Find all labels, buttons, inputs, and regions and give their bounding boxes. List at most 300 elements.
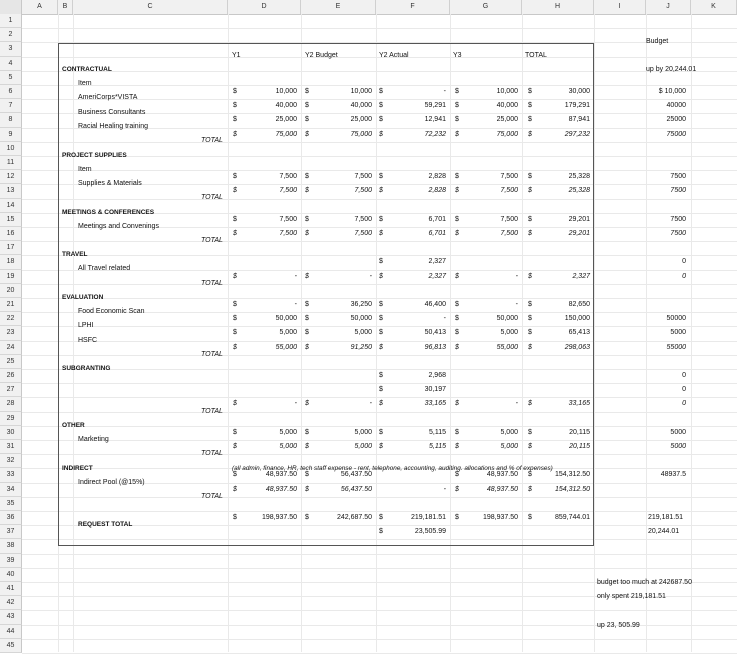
row-label-americorps: AmeriCorps*VISTA [78,94,138,101]
row-header[interactable]: 1 [0,14,22,28]
cell-e-row21: 36,250 [350,301,372,308]
currency-symbol: $ [455,130,459,138]
currency-symbol: $ [455,301,459,308]
currency-symbol: $ [305,471,309,479]
row-header[interactable]: 23 [0,326,22,340]
cell-d-row36: 198,937.50 [261,514,297,521]
gridline [73,14,74,652]
row-header[interactable]: 20 [0,284,22,298]
cell-e-row9: 75,000 [350,130,372,138]
currency-symbol: $ [379,173,383,181]
row-header[interactable]: 30 [0,426,22,440]
currency-symbol: $ [455,173,459,181]
currency-symbol: $ [379,116,383,124]
cell-f-row15: 6,701 [428,215,446,223]
item-label: Item [78,166,92,173]
row-header[interactable]: 42 [0,596,22,610]
cell-h-row6: 30,000 [568,88,590,95]
empty-dash: - [515,272,518,280]
row-header[interactable]: 9 [0,128,22,142]
row-header[interactable]: 41 [0,582,22,596]
row-header[interactable]: 44 [0,625,22,639]
row-header[interactable]: 39 [0,554,22,568]
gridline [22,639,737,640]
col-header-e[interactable]: E [301,0,376,14]
row-header[interactable]: 21 [0,298,22,312]
currency-symbol: $ [233,343,237,351]
currency-symbol: $ [528,215,532,223]
empty-dash: - [443,315,446,323]
row-header[interactable]: 2 [0,28,22,42]
indirect-note: (all admin, finance, HR, tech staff expense - rent, telephone, accounting, auditing. allocations and % of expenses) [232,465,553,472]
gridline [22,454,737,455]
currency-symbol: $ [233,215,237,223]
row-header[interactable]: 34 [0,483,22,497]
currency-symbol: $ [528,102,532,110]
currency-symbol: $ [528,230,532,237]
cell-h-row31: 20,115 [569,443,590,450]
cell-h-row28: 33,165 [568,400,590,408]
cell-h-row24: 298,063 [564,343,590,351]
cell-e-row36: 242,687.50 [336,514,372,521]
cell-h-row16: 29,201 [568,230,590,237]
cell-h-row33: 154,312.50 [554,471,590,479]
gridline [22,142,737,143]
gridline [22,241,737,242]
row-label-business-consultants: Business Consultants [78,109,146,116]
note-budget-too-much: budget too much at 242687.50 [597,579,692,586]
cell-f-row23: 50,413 [424,329,446,337]
total-label: TOTAL [201,194,223,201]
cell-d-row23: 5,000 [279,329,297,337]
gridline [22,255,737,256]
row-header[interactable]: 32 [0,454,22,468]
row-header[interactable]: 11 [0,156,22,170]
header-y2-actual: Y2 Actual [379,52,409,59]
cell-d-row15: 7,500 [279,215,297,223]
currency-symbol: $ [455,230,459,237]
table-border-right [593,43,594,546]
gridline [691,14,692,652]
currency-symbol: $ [455,215,459,223]
currency-symbol: $ [379,230,383,237]
currency-symbol: $ [305,215,309,223]
currency-symbol: $ [379,272,383,280]
currency-symbol: $ [528,88,532,95]
cell-e-row12: 7,500 [354,173,372,181]
cell-f-row18: 2,327 [428,258,446,266]
currency-symbol: $ [455,400,459,408]
gridline [22,284,737,285]
currency-symbol: $ [455,315,459,323]
budget-cell-row26: 0 [682,372,686,379]
budget-cell-row9: 75000 [666,130,686,138]
cell-e-row6: 10,000 [350,88,372,95]
cell-h-row12: 25,328 [568,173,590,181]
cell-h-row7: 179,291 [564,102,590,110]
col-header-j[interactable]: J [646,0,691,14]
cell-h-row23: 65,413 [568,329,590,337]
col-header-d[interactable]: D [228,0,301,14]
cell-e-row31: 5,000 [354,443,372,450]
col-header-k[interactable]: K [691,0,737,14]
total-label: TOTAL [201,493,223,500]
empty-dash: - [443,485,446,493]
row-label-indirect-pool: Indirect Pool (@15%) [78,479,145,486]
currency-symbol: $ [305,130,309,138]
gridline [522,14,523,652]
row-header[interactable]: 43 [0,610,22,624]
gridline [301,14,302,652]
row-header[interactable]: 17 [0,241,22,255]
currency-symbol: $ [379,443,383,450]
cell-d-row34: 48,937.50 [265,485,297,493]
gridline [22,568,737,569]
currency-symbol: $ [233,272,237,280]
row-header[interactable]: 13 [0,184,22,198]
row-label-hsfc: HSFC [78,337,98,344]
gridline [450,14,451,652]
currency-symbol: $ [305,443,309,450]
currency-symbol: $ [233,329,237,337]
total-label: TOTAL [201,450,223,457]
currency-symbol: $ [305,514,309,521]
row-label-marketing: Marketing [78,436,109,443]
row-header[interactable]: 4 [0,57,22,71]
cell-d-row24: 55,000 [275,343,297,351]
currency-symbol: $ [379,386,383,394]
cell-f-row36: 219,181.51 [410,514,446,521]
empty-dash: - [294,400,297,408]
currency-symbol: $ [528,187,532,195]
cell-d-row13: 7,500 [279,187,297,195]
cell-e-row30: 5,000 [354,428,372,436]
currency-symbol: $ [379,514,383,521]
cell-d-row6: 10,000 [275,88,297,95]
row-header[interactable]: 45 [0,639,22,653]
currency-symbol: $ [455,514,459,521]
budget-cell-row28: 0 [682,400,686,408]
currency-symbol: $ [379,215,383,223]
header-budget: Budget [646,38,669,45]
currency-symbol: $ [305,230,309,237]
currency-symbol: $ [305,88,309,95]
currency-symbol: $ [379,301,383,308]
gridline [22,610,737,611]
currency-symbol: $ [379,528,383,536]
gridline [22,326,737,327]
gridline [594,14,595,652]
currency-symbol: $ [233,428,237,436]
row-header[interactable]: 22 [0,312,22,326]
row-header[interactable]: 25 [0,355,22,369]
currency-symbol: $ [305,485,309,493]
currency-symbol: $ [455,102,459,110]
item-label: Item [78,80,92,87]
cell-h-row34: 154,312.50 [554,485,590,493]
currency-symbol: $ [528,315,532,323]
gridline [646,14,647,652]
section-request-total: REQUEST TOTAL [78,521,133,528]
currency-symbol: $ [528,343,532,351]
section-evaluation: EVALUATION [62,294,104,301]
cell-d-row8: 25,000 [275,116,297,124]
cell-f-row21: 46,400 [424,301,446,308]
cell-g-row30: 5,000 [500,428,518,436]
empty-dash: - [294,272,297,280]
currency-symbol: $ [305,116,309,124]
row-header[interactable]: 36 [0,511,22,525]
section-project-supplies: PROJECT SUPPLIES [62,152,127,159]
row-label-lphi: LPHI [78,322,94,329]
row-header[interactable]: 37 [0,525,22,539]
row-header[interactable]: 24 [0,341,22,355]
cell-h-row8: 87,941 [568,116,590,124]
row-header[interactable]: 5 [0,71,22,85]
currency-symbol: $ [455,443,459,450]
row-header[interactable]: 27 [0,383,22,397]
currency-symbol: $ [379,102,383,110]
row-header[interactable]: 35 [0,497,22,511]
cell-e-row8: 25,000 [350,116,372,124]
cell-f-row37: 23,505.99 [414,528,446,536]
gridline [22,539,737,540]
cell-h-row9: 297,232 [564,130,590,138]
note-only-spent: only spent 219,181.51 [597,593,666,600]
currency-symbol: $ [528,272,532,280]
currency-symbol: $ [455,272,459,280]
currency-symbol: $ [455,88,459,95]
cell-e-row13: 7,500 [354,187,372,195]
cell-g-row34: 48,937.50 [486,485,518,493]
budget-cell-row22: 50000 [666,315,686,323]
budget-cell-row31: 5000 [670,443,686,450]
gridline [22,355,737,356]
currency-symbol: $ [528,485,532,493]
currency-symbol: $ [528,301,532,308]
cell-d-row33: 48,937.50 [265,471,297,479]
cell-f-row7: 59,291 [424,102,446,110]
cell-h-row36: 859,744.01 [554,514,590,521]
currency-symbol: $ [305,187,309,195]
cell-d-row30: 5,000 [279,428,297,436]
currency-symbol: $ [305,315,309,323]
currency-symbol: $ [379,372,383,379]
cell-g-row6: 10,000 [496,88,518,95]
cell-g-row16: 7,500 [500,230,518,237]
cell-g-row33: 48,937.50 [486,471,518,479]
gridline [22,397,737,398]
currency-symbol: $ [233,187,237,195]
gridline [22,511,737,512]
cell-g-row36: 198,937.50 [482,514,518,521]
cell-g-row23: 5,000 [500,329,518,337]
gridline [22,85,737,86]
currency-symbol: $ [233,485,237,493]
budget-cell-row27: 0 [682,386,686,394]
row-header[interactable]: 10 [0,142,22,156]
row-label-food-economic-scan: Food Economic Scan [78,308,145,315]
cell-g-row24: 55,000 [496,343,518,351]
row-header[interactable]: 33 [0,468,22,482]
col-header-a[interactable]: A [22,0,58,14]
cell-f-row26: 2,968 [428,372,446,379]
cell-f-row30: 5,115 [429,428,446,436]
header-y3: Y3 [453,52,462,59]
cell-d-row16: 7,500 [279,230,297,237]
cell-h-row30: 20,115 [569,428,590,436]
currency-symbol: $ [528,514,532,521]
gridline [376,14,377,652]
section-subgranting: SUBGRANTING [62,365,111,372]
empty-dash: - [294,301,297,308]
row-header[interactable]: 3 [0,42,22,56]
currency-symbol: $ [379,88,383,95]
header-y2-budget: Y2 Budget [305,52,338,59]
budget-cell-row6: $ 10,000 [658,88,686,95]
section-other: OTHER [62,422,85,429]
cell-g-row12: 7,500 [500,173,518,181]
cell-e-row7: 40,000 [350,102,372,110]
budget-cell-row15: 7500 [670,215,686,223]
currency-symbol: $ [379,315,383,323]
currency-symbol: $ [233,400,237,408]
currency-symbol: $ [379,400,383,408]
col-header-f[interactable]: F [376,0,450,14]
row-header[interactable]: 18 [0,255,22,269]
currency-symbol: $ [528,443,532,450]
gridline [22,369,737,370]
gridline [22,199,737,200]
gridline [228,14,229,652]
empty-dash: - [515,400,518,408]
currency-symbol: $ [305,102,309,110]
row-label-supplies: Supplies & Materials [78,180,142,187]
total-label: TOTAL [201,137,223,144]
budget-cell-row7: 40000 [666,102,686,110]
row-header[interactable]: 7 [0,99,22,113]
currency-symbol: $ [233,102,237,110]
currency-symbol: $ [379,428,383,436]
currency-symbol: $ [305,329,309,337]
currency-symbol: $ [379,329,383,337]
col-header-c[interactable]: C [73,0,228,14]
row-header[interactable]: 14 [0,199,22,213]
gridline [22,426,737,427]
currency-symbol: $ [233,471,237,479]
currency-symbol: $ [528,329,532,337]
cell-e-row15: 7,500 [354,215,372,223]
section-contractual: CONTRACTUAL [62,66,112,73]
currency-symbol: $ [305,428,309,436]
cell-d-row31: 5,000 [279,443,297,450]
currency-symbol: $ [233,301,237,308]
gridline [22,156,737,157]
col-header-h[interactable]: H [522,0,594,14]
budget-cell-row18: 0 [682,258,686,266]
row-header[interactable]: 26 [0,369,22,383]
cell-e-row33: 56,437.50 [340,471,372,479]
currency-symbol: $ [455,329,459,337]
currency-symbol: $ [379,343,383,351]
currency-symbol: $ [233,88,237,95]
table-border-top [58,43,594,44]
row-header[interactable]: 38 [0,539,22,553]
cell-g-row9: 75,000 [496,130,518,138]
row-header[interactable]: 29 [0,412,22,426]
cell-h-row21: 82,650 [568,301,590,308]
row-label-racial-healing: Racial Healing training [78,123,149,130]
cell-f-row6: - [443,88,446,95]
row-header[interactable]: 6 [0,85,22,99]
budget-delta-note: up by 20,244.01 [646,66,697,73]
gridline [22,170,737,171]
row-header[interactable]: 12 [0,170,22,184]
currency-symbol: $ [233,514,237,521]
row-header[interactable]: 8 [0,113,22,127]
cell-e-row22: 50,000 [350,315,372,323]
cell-g-row7: 40,000 [496,102,518,110]
gridline [22,497,737,498]
header-y1: Y1 [232,52,241,59]
row-header[interactable]: 28 [0,397,22,411]
cell-e-row34: 56,437.50 [340,485,372,493]
row-header[interactable]: 40 [0,568,22,582]
cell-d-row22: 50,000 [275,315,297,323]
currency-symbol: $ [455,187,459,195]
currency-symbol: $ [233,130,237,138]
currency-symbol: $ [305,272,309,280]
section-meetings: MEETINGS & CONFERENCES [62,209,155,216]
row-header[interactable]: 15 [0,213,22,227]
row-header[interactable]: 19 [0,270,22,284]
table-border-left [58,43,59,546]
gridline [22,71,737,72]
currency-symbol: $ [455,471,459,479]
cell-d-row9: 75,000 [275,130,297,138]
col-header-i[interactable]: I [594,0,646,14]
currency-symbol: $ [455,116,459,124]
gridline [22,412,737,413]
currency-symbol: $ [379,258,383,266]
col-header-b[interactable]: B [58,0,73,14]
gridline [22,341,737,342]
cell-d-row12: 7,500 [279,173,297,181]
total-label: TOTAL [201,351,223,358]
cell-f-row9: 72,232 [424,130,446,138]
cell-g-row31: 5,000 [500,443,518,450]
budget-cell-row8: 25000 [666,116,686,124]
row-header[interactable]: 16 [0,227,22,241]
empty-dash: - [369,400,372,408]
cell-f-row24: 96,813 [424,343,446,351]
currency-symbol: $ [233,315,237,323]
table-border-bottom [58,545,594,546]
select-all-corner[interactable] [0,0,22,14]
cell-f-row12: 2,828 [428,173,446,181]
currency-symbol: $ [305,301,309,308]
budget-cell-row23: 5000 [670,329,686,337]
cell-h-row15: 29,201 [568,215,590,223]
currency-symbol: $ [528,116,532,124]
row-header[interactable]: 31 [0,440,22,454]
cell-f-row28: 33,165 [424,400,446,408]
col-header-g[interactable]: G [450,0,522,14]
currency-symbol: $ [233,173,237,181]
currency-symbol: $ [455,485,459,493]
budget-cell-row16: 7500 [670,230,686,237]
cell-f-row19: 2,327 [428,272,446,280]
